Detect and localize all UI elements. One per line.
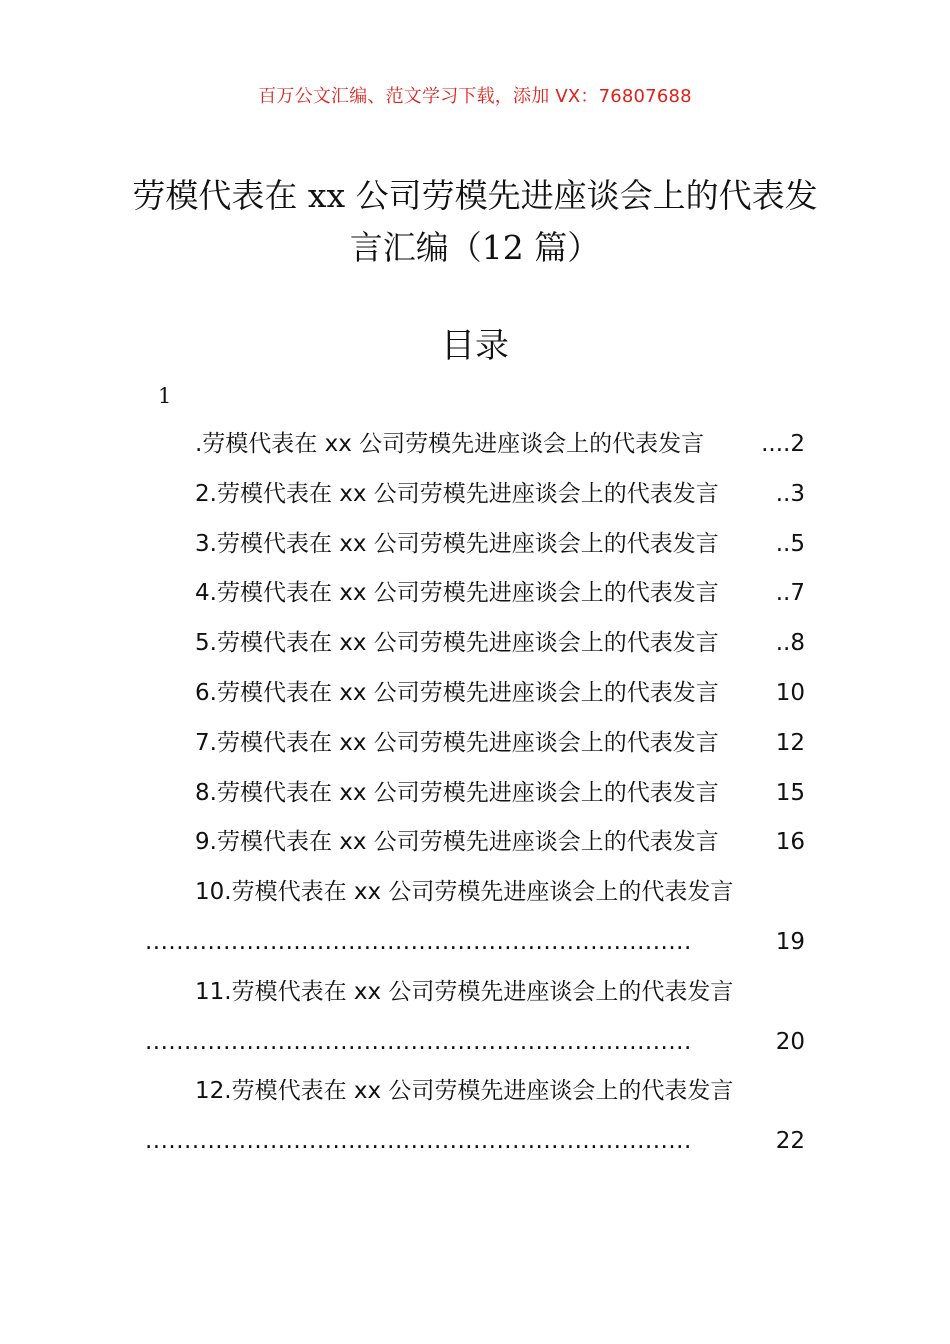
toc-entry-leader: ...................................................................... (145, 1128, 692, 1155)
toc-entry-page: 3 (790, 480, 805, 507)
toc-entry-line2 (145, 1018, 805, 1068)
toc-entry[interactable] (145, 619, 805, 669)
toc-entry-title: 4.劳模代表在 xx 公司劳模先进座谈会上的代表发言 (195, 580, 719, 607)
toc-entry-line2 (145, 918, 805, 968)
toc-entry-leader: .. (775, 580, 791, 607)
toc-entry-title: 9.劳模代表在 xx 公司劳模先进座谈会上的代表发言 (195, 829, 719, 856)
toc-entry-leader: ...................................................................... (145, 928, 692, 955)
toc-entry-title: 6.劳模代表在 xx 公司劳模先进座谈会上的代表发言 (195, 679, 719, 706)
toc-entry-leader: .. (775, 630, 791, 657)
toc-entry[interactable] (145, 818, 805, 868)
toc-entry-title: 10.劳模代表在 xx 公司劳模先进座谈会上的代表发言 (195, 879, 734, 906)
toc-entry[interactable] (145, 569, 805, 619)
toc-entry[interactable] (145, 420, 805, 470)
toc-entry-leader (719, 719, 776, 769)
toc-entry[interactable] (145, 520, 805, 570)
toc-entry-page: 19 (775, 928, 805, 955)
toc-entry-page: 20 (775, 1028, 805, 1055)
toc-entry[interactable] (145, 868, 805, 968)
toc-entry-line2 (145, 1117, 805, 1167)
toc-entry-title: 7.劳模代表在 xx 公司劳模先进座谈会上的代表发言 (195, 729, 719, 756)
toc-entry-title: 5.劳模代表在 xx 公司劳模先进座谈会上的代表发言 (195, 630, 719, 657)
toc-stray-number: 1 (158, 384, 172, 408)
toc-entry-leader (719, 669, 776, 719)
toc-entry-page: 8 (790, 630, 805, 657)
toc-entry[interactable] (145, 669, 805, 719)
document-title: 劳模代表在 xx 公司劳模先进座谈会上的代表发言汇编（12 篇） (132, 176, 818, 267)
toc-entry[interactable] (145, 470, 805, 520)
toc-entry-page: 7 (790, 580, 805, 607)
toc-entry-title: 11.劳模代表在 xx 公司劳模先进座谈会上的代表发言 (195, 978, 734, 1005)
toc-entry-leader: .... (761, 431, 791, 457)
toc-entry[interactable] (145, 1067, 805, 1167)
toc-entry-page: 15 (775, 779, 805, 806)
toc-entry-page: 22 (775, 1128, 805, 1155)
toc-entry-title: 3.劳模代表在 xx 公司劳模先进座谈会上的代表发言 (195, 530, 719, 557)
toc-entry-title: 8.劳模代表在 xx 公司劳模先进座谈会上的代表发言 (195, 779, 719, 806)
toc-entry[interactable] (145, 719, 805, 769)
toc-entry-leader (719, 769, 776, 819)
header-banner: 百万公文汇编、范文学习下载，添加 VX：76807688 (258, 86, 692, 107)
toc-entry-page: 5 (790, 530, 805, 557)
toc-entry[interactable] (145, 968, 805, 1068)
toc-entry-leader: .. (775, 530, 791, 557)
toc-entry-page: 10 (775, 679, 805, 706)
toc-entry-title: 12.劳模代表在 xx 公司劳模先进座谈会上的代表发言 (195, 1078, 734, 1105)
toc-entry-leader: ...................................................................... (145, 1028, 692, 1055)
toc-entry[interactable] (145, 769, 805, 819)
toc-entry-leader: .. (775, 480, 791, 507)
toc-heading: 目录 (441, 326, 509, 366)
toc-entry-title: 2.劳模代表在 xx 公司劳模先进座谈会上的代表发言 (195, 480, 719, 507)
toc-list (145, 420, 805, 1167)
toc-entry-page: 2 (790, 431, 805, 457)
toc-entry-page: 12 (775, 729, 805, 756)
toc-entry-leader (719, 818, 776, 868)
toc-entry-title: .劳模代表在 xx 公司劳模先进座谈会上的代表发言 (195, 431, 705, 457)
toc-entry-page: 16 (775, 829, 805, 856)
